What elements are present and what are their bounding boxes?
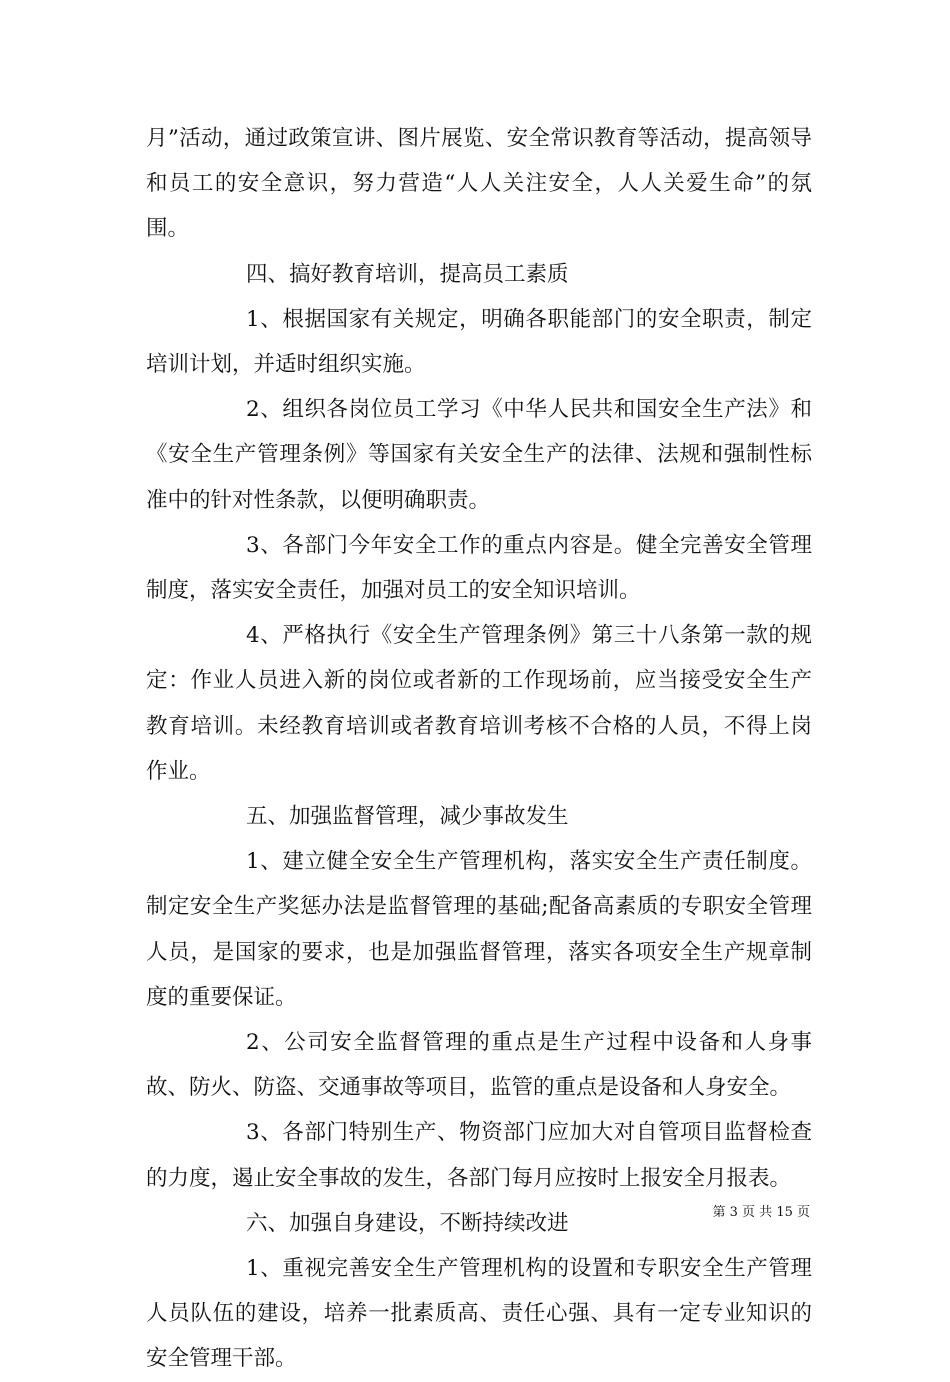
paragraph-4-4: 4、严格执行《安全生产管理条例》第三十八条第一款的规定：作业人员进入新的岗位或者新的工作现场前，应当接受安全生产教育培训。未经教育培训或者教育培训考核不合格的人员，不得上岗作业。 [146,623,812,784]
page-number-footer: 第 3 页 共 15 页 [712,1205,810,1220]
paragraph-4-2: 2、组织各岗位员工学习《中华人民共和国安全生产法》和《安全生产管理条例》等国家有关安全生产的法律、法规和强制性标准中的针对性条款，以便明确职责。 [146,397,812,513]
paragraph-4-1: 1、根据国家有关规定，明确各职能部门的安全职责，制定培训计划，并适时组织实施。 [146,306,812,378]
section-heading-4: 四、搞好教育培训，提高员工素质 [246,261,569,287]
paragraph-5-2: 2、公司安全监督管理的重点是生产过程中设备和人身事故、防火、防盗、交通事故等项目，监管的重点是设备和人身安全。 [146,1030,812,1101]
document-body [146,116,812,1382]
paragraph-4-3: 3、各部门今年安全工作的重点内容是。健全完善安全管理制度，落实安全责任，加强对员工的安全知识培训。 [146,532,812,604]
paragraph-5-3: 3、各部门特别生产、物资部门应加大对自管项目监督检查的力度，遏止安全事故的发生，各部门每月应按时上报安全月报表。 [146,1120,812,1191]
paragraph-6-1: 1、重视完善安全生产管理机构的设置和专职安全生产管理人员队伍的建设，培养一批素质高、责任心强、具有一定专业知识的安全管理干部。 [146,1256,812,1372]
paragraph-5-1: 1、建立健全安全生产管理机构，落实安全生产责任制度。制定安全生产奖惩办法是监督管理的基础;配备高素质的专职安全管理人员，是国家的要求，也是加强监督管理，落实各项安全生产规章制度的重要保证。 [146,849,812,1010]
section-heading-6: 六、加强自身建设，不断持续改进 [246,1210,569,1236]
section-heading-5: 五、加强监督管理，减少事故发生 [246,804,569,830]
paragraph-continuation: 月”活动，通过政策宣讲、图片展览、安全常识教育等活动，提高领导和员工的安全意识，努力营造“人人关注安全，人人关爱生命”的氛围。 [146,126,812,242]
